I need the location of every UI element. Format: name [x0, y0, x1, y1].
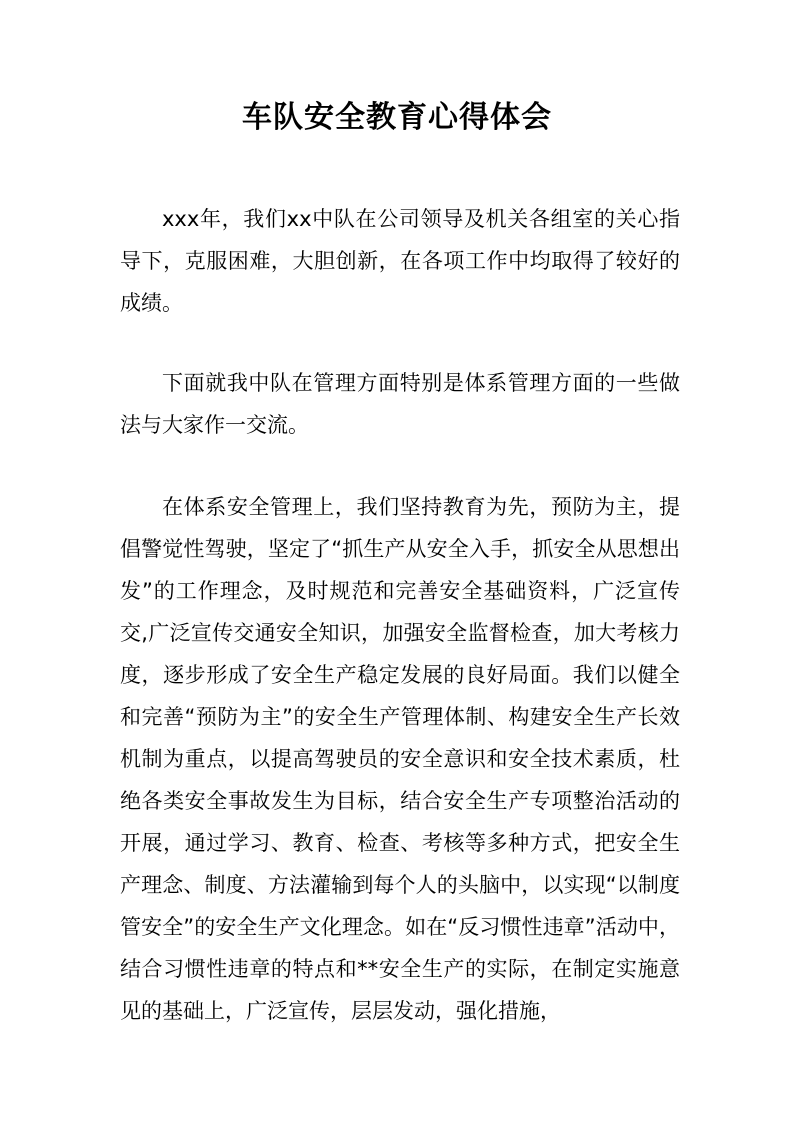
paragraph-safety-management: 在体系安全管理上，我们坚持教育为先，预防为主，提倡警觉性驾驶，坚定了“抓生产从安全入手，抓安全从思想出发”的工作理念，及时规范和完善安全基础资料，广泛宣传交,广泛宣传交通安全知识，加强安全监督检查，加大考核力度，逐步形成了安全生产稳定发展的良好局面。我们以健全和完善“预防为主”的安全生产管理体制、构建安全生产长效机制为重点，以提高驾驶员的安全意识和安全技术素质，杜绝各类安全事故发生为目标，结合安全生产专项整治活动的开展，通过学习、教育、检查、考核等多种方式，把安全生产理念、制度、方法灌输到每个人的头脑中，以实现“以制度管安全”的安全生产文化理念。如在“反习惯性违章”活动中，结合习惯性违章的特点和**安全生产的实际，在制定实施意见的基础上，广泛宣传，层层发动，强化措施， [120, 495, 680, 1023]
document-title: 车队安全教育心得体会 [242, 100, 552, 135]
paragraph-exchange: 下面就我中队在管理方面特别是体系管理方面的一些做法与大家作一交流。 [120, 371, 680, 437]
paragraph-intro: xxx年，我们xx中队在公司领导及机关各组室的关心指导下，克服困难，大胆创新，在各项工作中均取得了较好的成绩。 [120, 207, 680, 315]
